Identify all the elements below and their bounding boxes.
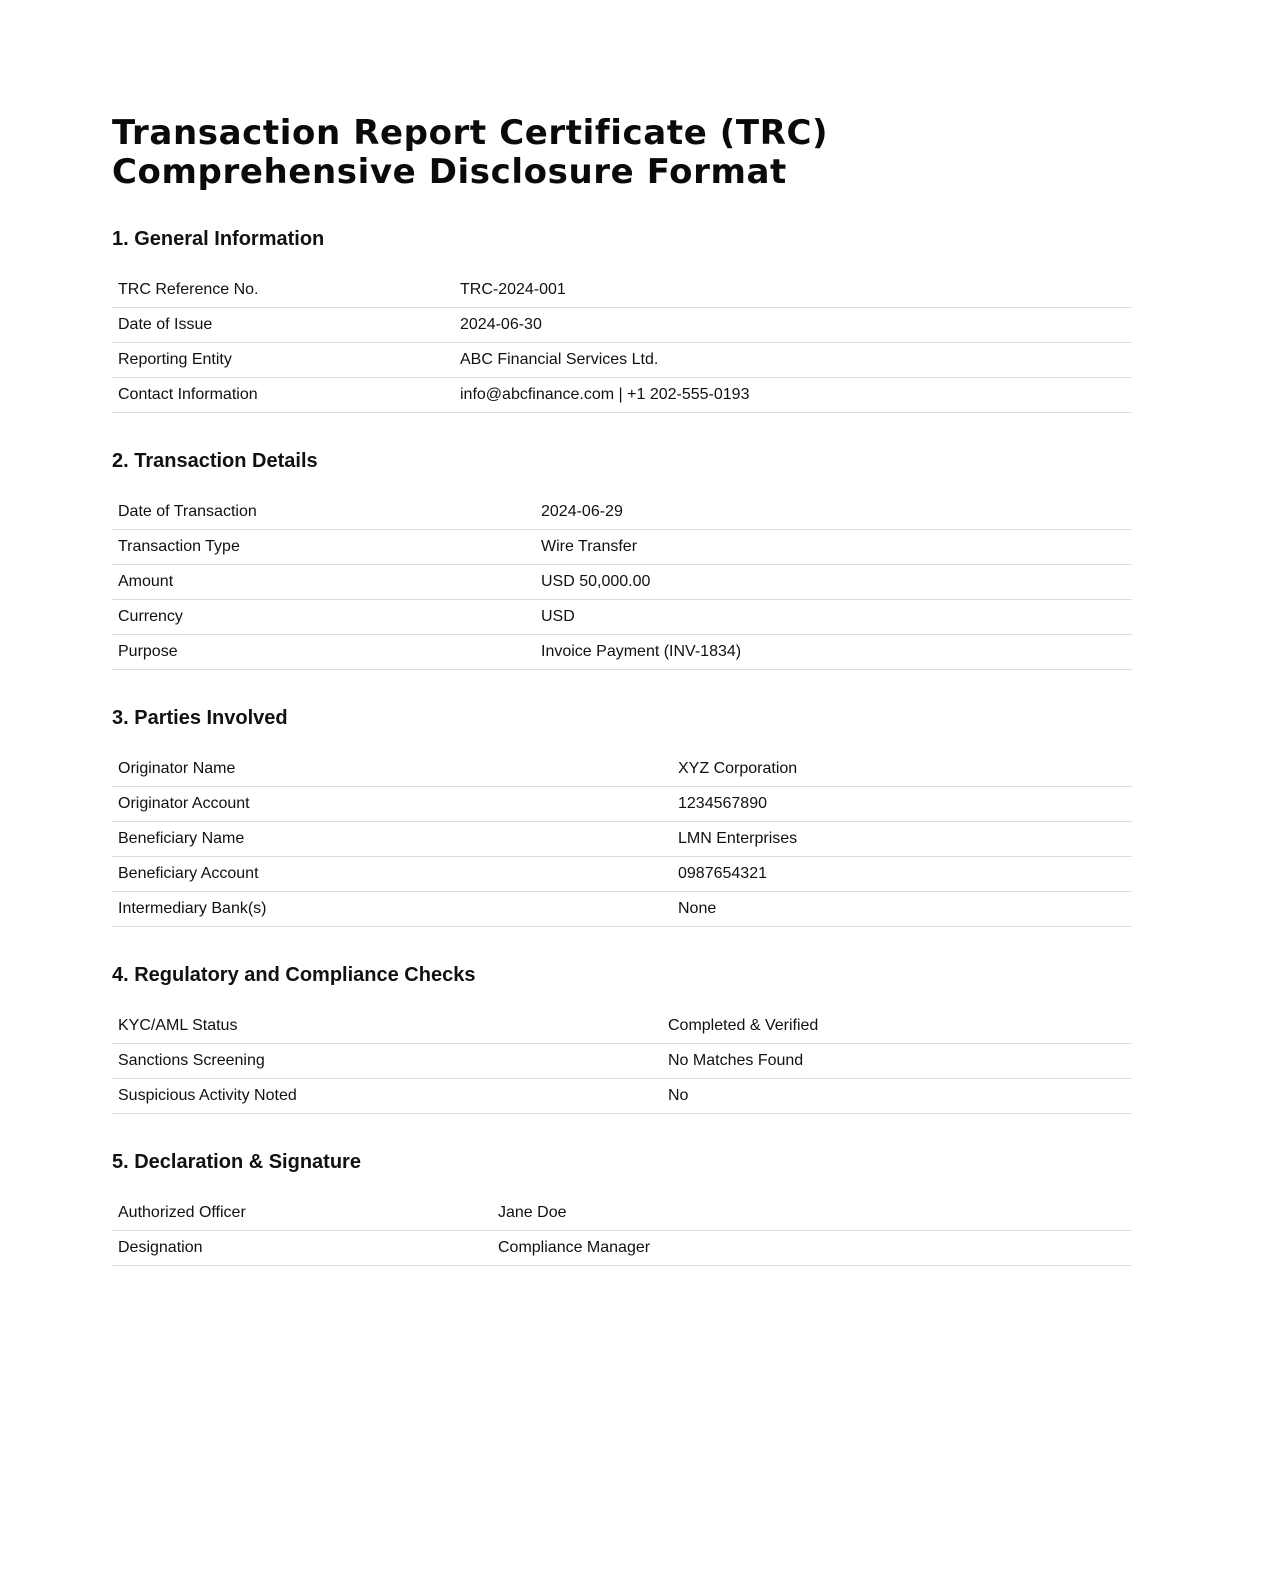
row-value: LMN Enterprises [672,822,1132,857]
table-row [112,1044,1132,1079]
document-title-line-1: Transaction Report Certificate (TRC) [112,113,829,153]
table-row [112,495,1132,530]
row-value: 0987654321 [672,857,1132,892]
row-value: 1234567890 [672,787,1132,822]
row-label: Originator Name [112,752,672,787]
general-information-table [112,273,1132,413]
row-label: Beneficiary Name [112,822,672,857]
document-title-line-2: Comprehensive Disclosure Format [112,152,787,192]
row-label: Currency [112,600,535,635]
row-label: Suspicious Activity Noted [112,1079,662,1114]
row-label: Purpose [112,635,535,670]
row-label: Sanctions Screening [112,1044,662,1079]
table-row [112,273,1132,308]
table-row [112,343,1132,378]
row-label: Amount [112,565,535,600]
row-label: Authorized Officer [112,1196,492,1231]
row-label: Date of Transaction [112,495,535,530]
row-label: TRC Reference No. [112,273,454,308]
row-value: 2024-06-29 [535,495,1132,530]
section-heading: 3. Parties Involved [112,707,288,729]
section-heading: 5. Declaration & Signature [112,1151,361,1173]
row-value: info@abcfinance.com | +1 202-555-0193 [454,378,1132,413]
table-row [112,378,1132,413]
table-row [112,308,1132,343]
section-heading: 1. General Information [112,228,325,250]
row-label: Date of Issue [112,308,454,343]
row-value: XYZ Corporation [672,752,1132,787]
row-label: Contact Information [112,378,454,413]
table-row [112,1196,1132,1231]
row-value: USD 50,000.00 [535,565,1132,600]
table-row [112,892,1132,927]
table-row [112,1009,1132,1044]
row-value: No Matches Found [662,1044,1132,1079]
row-label: KYC/AML Status [112,1009,662,1044]
row-value: 2024-06-30 [454,308,1132,343]
page-blank-area [0,1275,1263,1595]
section-regulatory-compliance [112,963,1132,1114]
row-value: Wire Transfer [535,530,1132,565]
row-value: Completed & Verified [662,1009,1132,1044]
document-page [112,114,1132,1336]
row-label: Originator Account [112,787,672,822]
table-row [112,635,1132,670]
row-label: Intermediary Bank(s) [112,892,672,927]
row-label: Designation [112,1231,492,1266]
row-value: None [672,892,1132,927]
table-row [112,600,1132,635]
table-row [112,530,1132,565]
table-row [112,1231,1132,1266]
row-value: Jane Doe [492,1196,1132,1231]
row-value: Compliance Manager [492,1231,1132,1266]
section-heading: 2. Transaction Details [112,450,318,472]
row-label: Beneficiary Account [112,857,672,892]
section-heading: 4. Regulatory and Compliance Checks [112,964,476,986]
section-parties-involved [112,706,1132,927]
table-row [112,565,1132,600]
parties-involved-table [112,752,1132,927]
row-value: TRC-2024-001 [454,273,1132,308]
table-row [112,822,1132,857]
section-general-information [112,227,1132,413]
table-row [112,1079,1132,1114]
table-row [112,752,1132,787]
section-transaction-details [112,449,1132,670]
transaction-details-table [112,495,1132,670]
row-value: USD [535,600,1132,635]
row-value: Invoice Payment (INV-1834) [535,635,1132,670]
table-row [112,787,1132,822]
row-value: ABC Financial Services Ltd. [454,343,1132,378]
row-label: Reporting Entity [112,343,454,378]
row-value: No [662,1079,1132,1114]
row-label: Transaction Type [112,530,535,565]
table-row [112,857,1132,892]
regulatory-compliance-table [112,1009,1132,1114]
document-title [112,114,1132,192]
